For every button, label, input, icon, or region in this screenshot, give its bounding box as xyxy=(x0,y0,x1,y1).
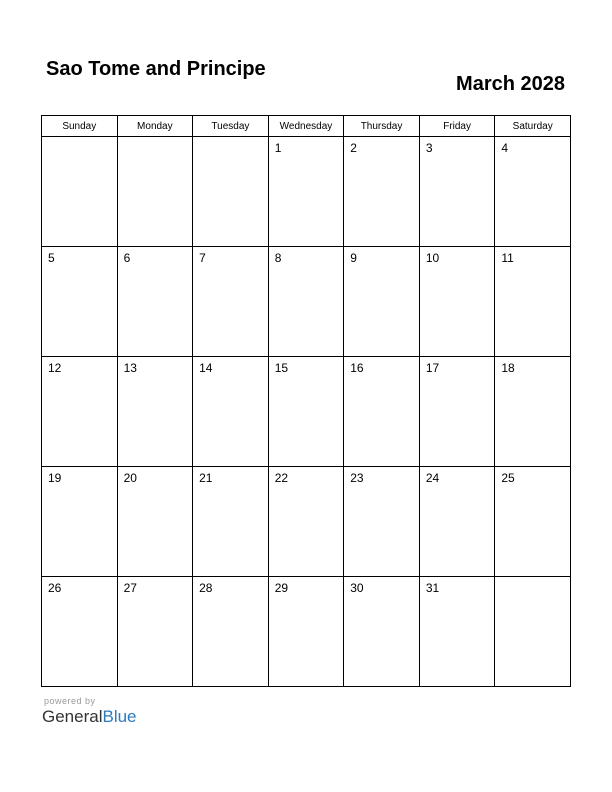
weekday-header: Sunday xyxy=(42,116,118,137)
day-cell xyxy=(193,247,269,357)
day-number: 2 xyxy=(350,141,357,155)
day-number: 4 xyxy=(501,141,509,155)
day-cell xyxy=(268,357,344,467)
month-title: March 2028 xyxy=(456,73,565,95)
day-cell xyxy=(419,247,495,357)
day-cell xyxy=(193,357,269,467)
day-cell xyxy=(42,137,118,247)
day-number: 9 xyxy=(350,251,357,265)
week-row xyxy=(42,357,571,467)
generalblue-logo xyxy=(42,707,137,727)
day-cell xyxy=(495,137,571,247)
day-cell xyxy=(42,577,118,687)
day-number: 29 xyxy=(274,581,289,595)
day-number xyxy=(118,137,193,141)
day-cell xyxy=(193,577,269,687)
day-number: 22 xyxy=(274,471,289,485)
day-cell xyxy=(42,467,118,577)
day-number: 20 xyxy=(123,471,137,485)
day-number: 14 xyxy=(199,361,213,375)
calendar-grid xyxy=(41,115,571,687)
day-number: 13 xyxy=(123,361,137,375)
day-number: 17 xyxy=(425,361,440,375)
day-number xyxy=(42,137,117,141)
day-cell xyxy=(117,357,193,467)
day-number: 10 xyxy=(425,251,440,265)
day-number: 21 xyxy=(199,471,213,485)
weekday-header-row xyxy=(42,116,571,137)
day-number: 1 xyxy=(274,141,282,155)
day-cell xyxy=(117,247,193,357)
weekday-header: Monday xyxy=(117,116,193,137)
day-number: 3 xyxy=(425,141,433,155)
weekday-header: Thursday xyxy=(344,116,420,137)
day-number: 19 xyxy=(48,471,62,485)
day-number: 5 xyxy=(48,251,55,265)
day-number: 31 xyxy=(425,581,440,595)
day-number: 16 xyxy=(350,361,364,375)
footer-branding xyxy=(42,696,137,727)
day-cell xyxy=(344,467,420,577)
week-row xyxy=(42,467,571,577)
weekday-header: Saturday xyxy=(495,116,571,137)
day-number: 15 xyxy=(274,361,289,375)
powered-by-text: powered by xyxy=(44,696,96,706)
day-cell xyxy=(344,137,420,247)
brand-blue-text: Blue xyxy=(102,707,137,726)
brand-general-text: General xyxy=(42,707,103,726)
day-cell xyxy=(268,467,344,577)
day-cell xyxy=(268,247,344,357)
weekday-header: Tuesday xyxy=(193,116,269,137)
day-cell xyxy=(117,577,193,687)
day-number: 25 xyxy=(501,471,515,485)
day-cell xyxy=(419,467,495,577)
day-number: 8 xyxy=(274,251,282,265)
day-cell xyxy=(344,577,420,687)
day-number: 11 xyxy=(501,251,514,265)
day-cell xyxy=(42,357,118,467)
weekday-header: Wednesday xyxy=(268,116,344,137)
day-cell xyxy=(193,137,269,247)
day-number: 26 xyxy=(48,581,62,595)
day-cell xyxy=(419,577,495,687)
day-cell xyxy=(117,467,193,577)
day-number: 27 xyxy=(123,581,137,595)
day-cell xyxy=(495,467,571,577)
day-cell xyxy=(495,577,571,687)
day-number: 23 xyxy=(350,471,364,485)
day-number: 12 xyxy=(48,361,62,375)
day-cell xyxy=(268,137,344,247)
day-number xyxy=(495,577,570,581)
day-number: 7 xyxy=(199,251,206,265)
day-number xyxy=(193,137,268,141)
day-cell xyxy=(344,357,420,467)
day-cell xyxy=(344,247,420,357)
day-number: 28 xyxy=(199,581,213,595)
country-title: Sao Tome and Principe xyxy=(46,58,266,80)
day-number: 6 xyxy=(123,251,131,265)
day-number: 30 xyxy=(350,581,364,595)
day-cell xyxy=(193,467,269,577)
day-cell xyxy=(42,247,118,357)
day-cell xyxy=(495,247,571,357)
day-cell xyxy=(117,137,193,247)
weekday-header: Friday xyxy=(419,116,495,137)
day-cell xyxy=(268,577,344,687)
day-cell xyxy=(495,357,571,467)
day-cell xyxy=(419,357,495,467)
day-number: 18 xyxy=(501,361,515,375)
day-cell xyxy=(419,137,495,247)
day-number: 24 xyxy=(425,471,440,485)
week-row xyxy=(42,577,571,687)
week-row xyxy=(42,137,571,247)
week-row xyxy=(42,247,571,357)
